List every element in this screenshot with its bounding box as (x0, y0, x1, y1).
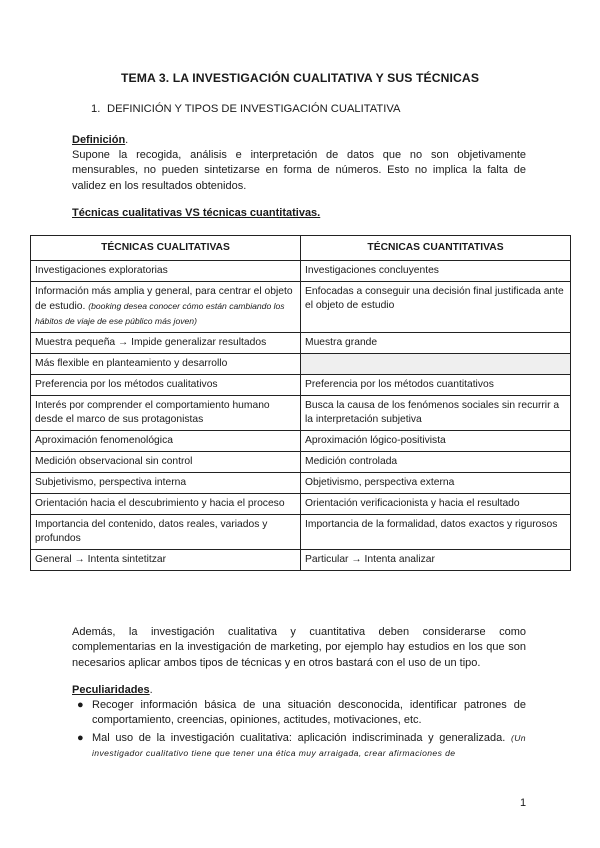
qualitative-cell: Aproximación fenomenológica (31, 431, 301, 452)
peculiarities-list (72, 698, 526, 763)
peculiarities-heading: Peculiaridades. (72, 684, 153, 696)
quantitative-cell: Particular → Intenta analizar (301, 550, 571, 571)
comparison-table (30, 235, 571, 571)
quantitative-cell-empty (301, 354, 571, 375)
qualitative-cell: Investigaciones exploratorias (31, 261, 301, 282)
quantitative-cell: Importancia de la formalidad, datos exactos y rigurosos (301, 515, 571, 550)
table-row (31, 431, 571, 452)
table-header-row (31, 236, 571, 261)
definition-heading: Definición. (72, 134, 129, 146)
qualitative-cell: Medición observacional sin control (31, 452, 301, 473)
quantitative-cell: Aproximación lógico-positivista (301, 431, 571, 452)
page-number: 1 (520, 797, 527, 809)
qualitative-cell: Interés por comprender el comportamiento humano desde el marco de sus protagonistas (31, 396, 301, 431)
bullet-icon: ● (77, 731, 84, 744)
section-number: 1. (91, 103, 101, 115)
table-row (31, 354, 571, 375)
table-row (31, 261, 571, 282)
table-row (31, 282, 571, 333)
table-row (31, 396, 571, 431)
qualitative-cell: Información más amplia y general, para centrar el objeto de estudio. (booking desea conocer cómo están cambiando los hábitos de viaje de ese público más joven) (31, 282, 301, 333)
table-row (31, 494, 571, 515)
list-item: ● Recoger información básica de una situación desconocida, identificar patrones de comportamiento, creencias, opiniones, actitudes, motivaciones, etc. (77, 699, 526, 727)
section-heading (91, 103, 400, 115)
quantitative-cell: Objetivismo, perspectiva externa (301, 473, 571, 494)
section-label: DEFINICIÓN Y TIPOS DE INVESTIGACIÓN CUALITATIVA (107, 103, 401, 115)
table-row (31, 375, 571, 396)
definition-paragraph: Supone la recogida, análisis e interpretación de datos que no son objetivamente mensurables, no pueden sintetizarse en forma de números. Esto no implica la falta de validez en los resultados obtenidos. (72, 149, 526, 192)
quantitative-cell: Enfocadas a conseguir una decisión final justificada ante el objeto de estudio (301, 282, 571, 333)
list-item: ● Mal uso de la investigación cualitativa: aplicación indiscriminada y generalizada. (Un investigador cualitativo tiene que tener una ética muy arraigada, crear afirmaciones de (77, 731, 526, 758)
quantitative-cell: Muestra grande (301, 333, 571, 354)
qualitative-cell: Muestra pequeña → Impide generalizar resultados (31, 333, 301, 354)
table-row (31, 452, 571, 473)
qualitative-cell: Importancia del contenido, datos reales, variados y profundos (31, 515, 301, 550)
qualitative-cell: Subjetivismo, perspectiva interna (31, 473, 301, 494)
table-row (31, 515, 571, 550)
qualitative-cell: Orientación hacia el descubrimiento y hacia el proceso (31, 494, 301, 515)
qualitative-cell: Más flexible en planteamiento y desarrollo (31, 354, 301, 375)
quantitative-cell: Busca la causa de los fenómenos sociales sin recurrir a la interpretación subjetiva (301, 396, 571, 431)
comparison-heading: Técnicas cualitativas VS técnicas cuantitativas. (72, 207, 321, 219)
document-title: TEMA 3. LA INVESTIGACIÓN CUALITATIVA Y SUS TÉCNICAS (120, 71, 480, 85)
qualitative-cell: General → Intenta sintetitzar (31, 550, 301, 571)
qualitative-cell: Preferencia por los métodos cualitativos (31, 375, 301, 396)
quantitative-cell: Preferencia por los métodos cuantitativos (301, 375, 571, 396)
complementary-paragraph: Además, la investigación cualitativa y cuantitativa deben considerarse como complementarias en la investigación de marketing, por ejemplo hay estudios en los que son necesarios aplicar ambos tipos de técnicas y en otros bastará con el uso de un tipo. (72, 626, 526, 669)
header-qualitative: TÉCNICAS CUALITATIVAS (31, 236, 301, 261)
quantitative-cell: Investigaciones concluyentes (301, 261, 571, 282)
bullet-note: (Un investigador cualitativo tiene que tener una ética muy arraigada, crear afirmaciones de (92, 732, 526, 758)
quantitative-cell: Medición controlada (301, 452, 571, 473)
table-row (31, 473, 571, 494)
table-row (31, 550, 571, 571)
bullet-icon: ● (77, 699, 84, 711)
quantitative-cell: Orientación verificacionista y hacia el resultado (301, 494, 571, 515)
example-note: (booking desea conocer cómo están cambiando los hábitos de viaje de ese público más joven) (35, 301, 285, 326)
header-quantitative: TÉCNICAS CUANTITATIVAS (301, 236, 571, 261)
table-row (31, 333, 571, 354)
